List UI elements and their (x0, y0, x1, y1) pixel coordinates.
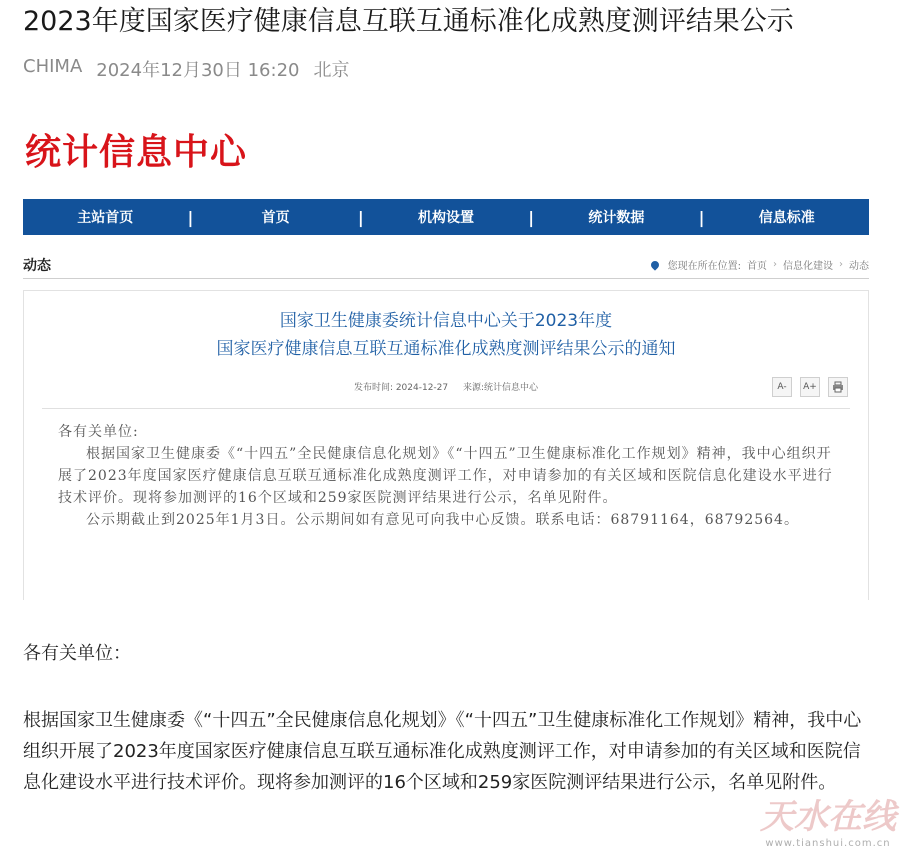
nav-item-statistics[interactable]: 统计数据 (588, 210, 645, 226)
nav-item-main-site[interactable]: 主站首页 (77, 210, 134, 226)
site-logo: 统计信息中心 (25, 132, 248, 173)
text-tools (772, 377, 848, 397)
print-button[interactable] (828, 377, 848, 397)
font-increase-button[interactable]: A+ (800, 377, 820, 397)
nav-item-organization[interactable]: 机构设置 (418, 210, 475, 226)
watermark-logo: 天水在线 (760, 797, 896, 837)
article-location: 北京 (313, 60, 350, 81)
section-label: 动态 (23, 258, 51, 274)
nav-separator: | (528, 207, 535, 227)
breadcrumb-prefix: 您现在所在位置: (667, 261, 741, 272)
notice-paragraph: 根据国家卫生健康委《“十四五”全民健康信息化规划》《“十四五”卫生健康标准化工作规划》精神，我中心组织开展了2023年度国家医疗健康信息互联互通标准化成熟度测评工作，对申请参加的有关区域和医院信息化建设水平进行技术评价。现将参加测评的16个区域和259家医院测评结果进行公示，名单见附件。 (58, 446, 833, 506)
nav-item-home[interactable]: 首页 (261, 210, 290, 226)
watermark-url: www.tianshui.com.cn (765, 838, 891, 849)
notice-source: 来源:统计信息中心 (463, 383, 539, 393)
breadcrumb-separator: › (773, 259, 777, 270)
notice-publish-info (24, 380, 868, 393)
notice-panel (23, 290, 869, 600)
body-paragraph: 根据国家卫生健康委《“十四五”全民健康信息化规划》《“十四五”卫生健康标准化工作规划》精神，我中心组织开展了2023年度国家医疗健康信息互联互通标准化成熟度测评工作，对申请参加的有关区域和医院信息化建设水平进行技术评价。现将参加测评的16个区域和259家医院测评结果进行公示，名单见附件。 (23, 710, 862, 793)
divider (42, 408, 850, 409)
nav-separator: | (187, 207, 194, 227)
nav-item-info-standards[interactable]: 信息标准 (758, 210, 815, 226)
section-header (23, 252, 869, 279)
nav-separator: | (357, 207, 364, 227)
notice-publish-time: 发布时间: 2024-12-27 (353, 383, 449, 393)
article-datetime: 2024年12月30日 16:20 (96, 60, 300, 81)
site-watermark (743, 796, 913, 856)
site-nav-bar (23, 199, 869, 235)
notice-title-line2: 国家医疗健康信息互联互通标准化成熟度测评结果公示的通知 (216, 339, 676, 359)
nav-separator: | (698, 207, 705, 227)
breadcrumb-separator: › (839, 259, 843, 270)
printer-icon (832, 381, 844, 393)
breadcrumb-item-it-construction[interactable]: 信息化建设 (783, 261, 833, 272)
embedded-webpage-screenshot (23, 110, 869, 600)
article-meta (23, 56, 349, 82)
location-pin-icon (649, 259, 660, 270)
breadcrumb (651, 257, 869, 272)
notice-greeting: 各有关单位: (58, 424, 139, 440)
breadcrumb-item-home[interactable]: 首页 (747, 261, 767, 272)
article-title: 2023年度国家医疗健康信息互联互通标准化成熟度测评结果公示 (23, 6, 794, 37)
notice-title-line1: 国家卫生健康委统计信息中心关于2023年度 (279, 311, 613, 331)
notice-paragraph: 公示期截止到2025年1月3日。公示期间如有意见可向我中心反馈。联系电话：68791164，68792564。 (86, 512, 799, 528)
body-salutation: 各有关单位： (23, 643, 131, 664)
font-decrease-button[interactable]: A- (772, 377, 792, 397)
article-source[interactable]: CHIMA (23, 56, 83, 77)
notice-title (24, 307, 868, 363)
breadcrumb-item-news: 动态 (849, 261, 869, 272)
notice-body (58, 421, 840, 531)
